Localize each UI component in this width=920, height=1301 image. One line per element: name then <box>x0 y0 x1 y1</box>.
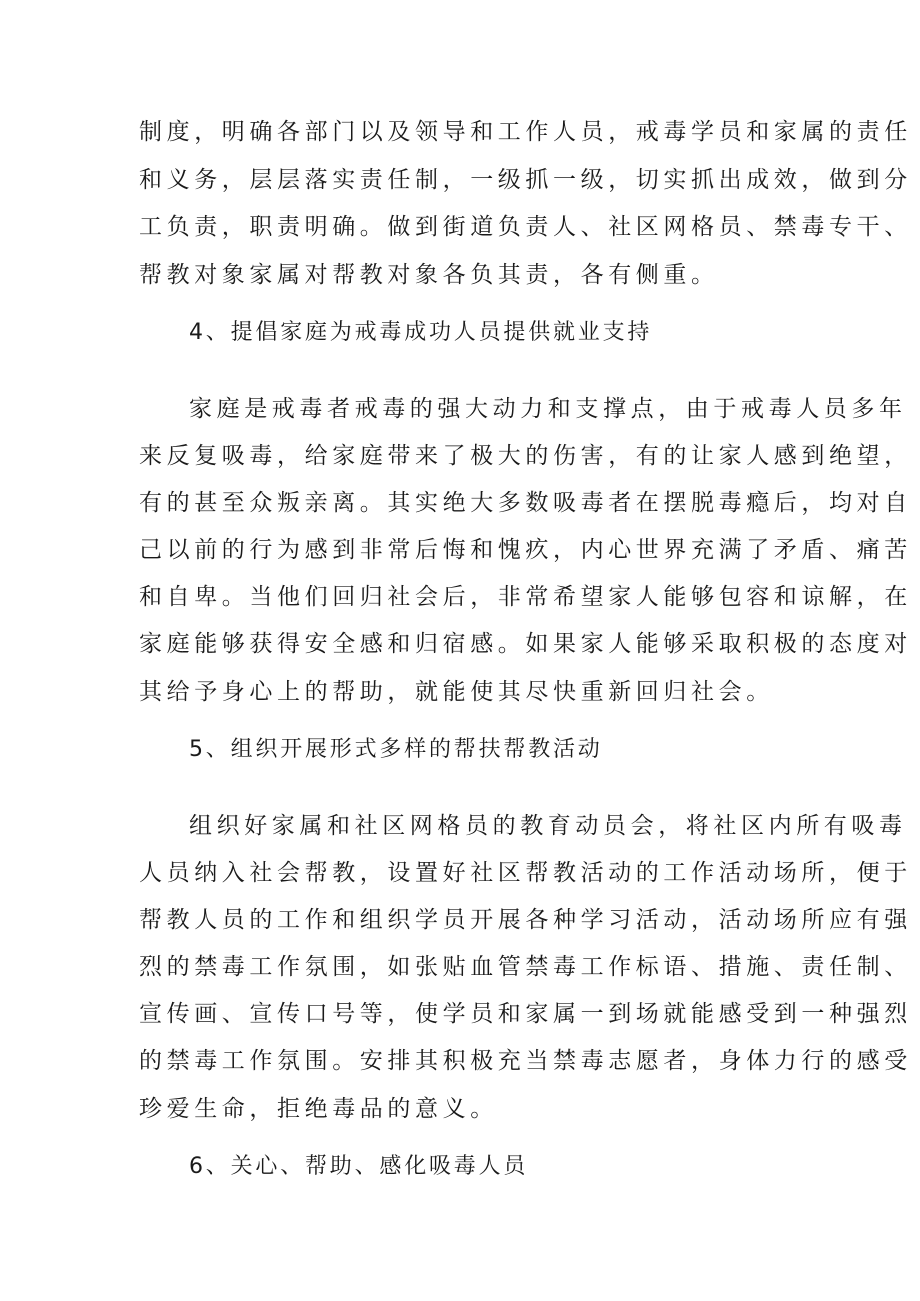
section-heading-6: 6、关心、帮助、感化吸毒人员 <box>189 1154 529 1179</box>
paragraph-line: 家庭能够获得安全感和归宿感。如果家人能够采取积极的态度对 <box>139 631 912 657</box>
section-heading-4: 4、提倡家庭为戒毒成功人员提供就业支持 <box>189 320 653 345</box>
paragraph-line: 来反复吸毒，给家庭带来了极大的伤害，有的让家人感到绝望， <box>139 443 912 469</box>
paragraph-line: 制度，明确各部门以及领导和工作人员，戒毒学员和家属的责任 <box>139 119 912 145</box>
paragraph-line: 组织好家属和社区网格员的教育动员会，将社区内所有吸毒 <box>189 813 907 839</box>
paragraph-line: 的禁毒工作氛围。安排其积极充当禁毒志愿者，身体力行的感受 <box>139 1048 912 1074</box>
paragraph-line: 己以前的行为感到非常后悔和愧疚，内心世界充满了矛盾、痛苦 <box>139 537 912 563</box>
paragraph-line: 帮教对象家属对帮教对象各负其责，各有侧重。 <box>139 262 719 288</box>
paragraph-line: 其给予身心上的帮助，就能使其尽快重新回归社会。 <box>139 679 774 705</box>
paragraph-line: 帮教人员的工作和组织学员开展各种学习活动，活动场所应有强 <box>139 907 912 933</box>
paragraph-line: 珍爱生命，拒绝毒品的意义。 <box>139 1096 498 1122</box>
paragraph-line: 和自卑。当他们回归社会后，非常希望家人能够包容和谅解，在 <box>139 584 912 610</box>
paragraph-line: 工负责，职责明确。做到街道负责人、社区网格员、禁毒专干、 <box>139 214 912 240</box>
section-heading-5: 5、组织开展形式多样的帮扶帮教活动 <box>189 737 603 762</box>
paragraph-line: 烈的禁毒工作氛围，如张贴血管禁毒工作标语、措施、责任制、 <box>139 954 912 980</box>
paragraph-line: 有的甚至众叛亲离。其实绝大多数吸毒者在摆脱毒瘾后，均对自 <box>139 490 912 516</box>
paragraph-line: 宣传画、宣传口号等，使学员和家属一到场就能感受到一种强烈 <box>139 1001 912 1027</box>
paragraph-line: 人员纳入社会帮教，设置好社区帮教活动的工作活动场所，便于 <box>139 860 912 886</box>
paragraph-line: 家庭是戒毒者戒毒的强大动力和支撑点，由于戒毒人员多年 <box>189 396 907 422</box>
paragraph-line: 和义务，层层落实责任制，一级抓一级，切实抓出成效，做到分 <box>139 167 912 193</box>
